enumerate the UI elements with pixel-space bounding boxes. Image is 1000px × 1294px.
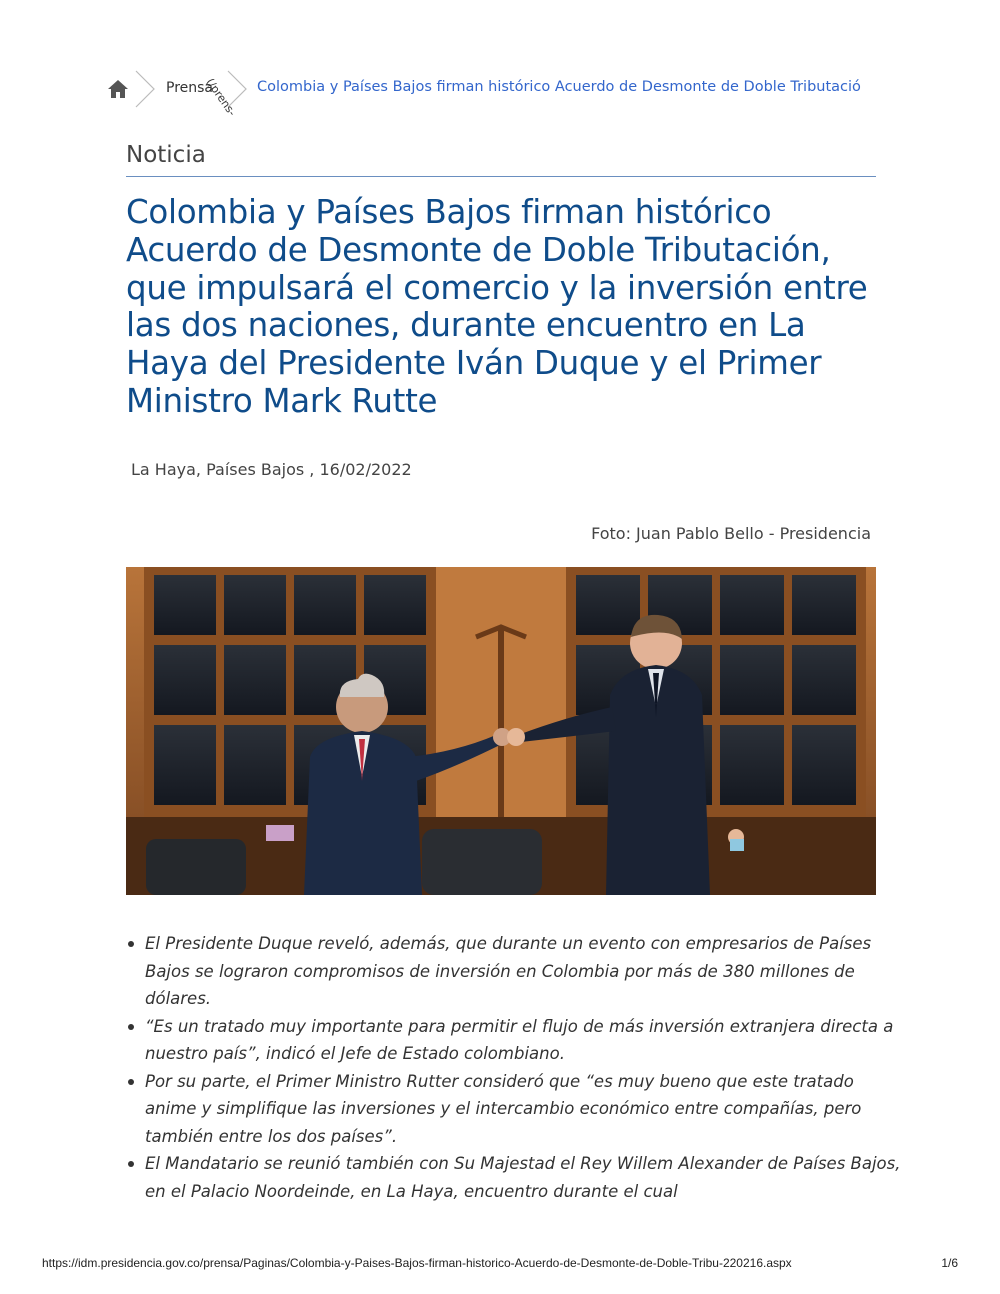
home-icon[interactable] <box>106 78 130 100</box>
print-url: https://idm.presidencia.gov.co/prensa/Paginas/Colombia-y-Paises-Bajos-firman-historico-Acuerdo-de-Desmonte-de-Doble-Tribu-220216.aspx <box>42 1256 792 1270</box>
breadcrumb <box>106 70 896 119</box>
breadcrumb-broken-text: (/prens- <box>203 76 239 119</box>
list-item: “Es un tratado muy importante para permitir el flujo de más inversión extranjera directa a nuestro país”, indicó el Jefe de Estado colombiano. <box>145 1013 905 1068</box>
article-bullet-list <box>126 930 905 1205</box>
print-page-number: 1/6 <box>941 1256 958 1270</box>
breadcrumb-current-link[interactable]: Colombia y Países Bajos firman histórico Acuerdo de Desmonte de Doble Tributació <box>257 79 861 95</box>
section-divider <box>126 176 876 177</box>
list-item: El Presidente Duque reveló, además, que durante un evento con empresarios de Países Bajos se lograron compromisos de inversión en Colombia por más de 380 millones de dólares. <box>145 930 905 1013</box>
photo-credit: Foto: Juan Pablo Bello - Presidencia <box>591 524 871 543</box>
list-item: Por su parte, el Primer Ministro Rutter consideró que “es muy bueno que este tratado anime y simplifique las inversiones y el intercambio económico entre compañías, pero también entre los dos países”. <box>145 1068 905 1151</box>
list-item: El Mandatario se reunió también con Su Majestad el Rey Willem Alexander de Países Bajos, en el Palacio Noordeinde, en La Haya, encuentro durante el cual <box>145 1150 905 1205</box>
breadcrumb-prensa-link[interactable]: Prensa <box>166 80 214 96</box>
breadcrumb-separator-icon <box>134 70 156 108</box>
section-label: Noticia <box>126 142 206 168</box>
article-photo <box>126 567 876 895</box>
article-dateline: La Haya, Países Bajos , 16/02/2022 <box>131 460 412 479</box>
article-headline: Colombia y Países Bajos firman histórico Acuerdo de Desmonte de Doble Tributación, que impulsará el comercio y la inversión entre las dos naciones, durante encuentro en La Haya del Presidente Iván Duque y el Primer Ministro Mark Rutte <box>126 193 868 420</box>
